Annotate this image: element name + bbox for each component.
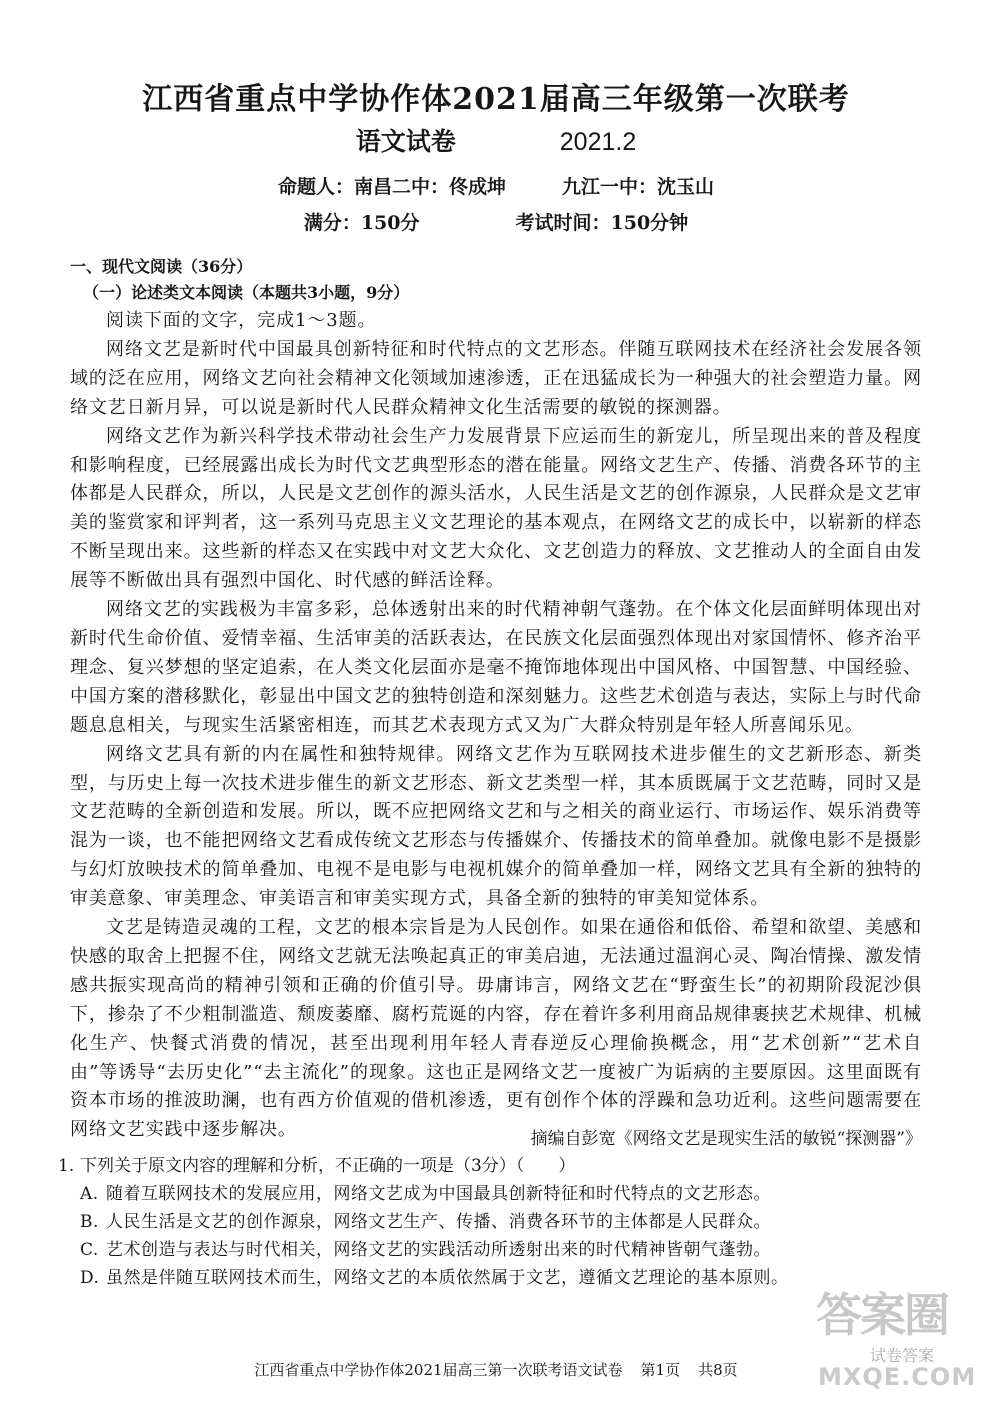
author-2: 九江一中：沈玉山 (562, 176, 715, 198)
watermark-title: 答案圈 (816, 1288, 948, 1342)
authors-line (0, 172, 992, 199)
option-letter: A. (80, 1184, 99, 1204)
reading-passage (70, 307, 922, 1145)
option-letter: D. (80, 1268, 100, 1288)
score-time-line (0, 208, 992, 235)
option-letter: B. (80, 1212, 99, 1232)
exam-time: 考试时间：150分钟 (515, 212, 689, 234)
paragraph-5: 文艺是铸造灵魂的工程，文艺的根本宗旨是为人民创作。如果在通俗和低俗、希望和欲望、美感和快感的取舍上把握不住，网络文艺就无法唤起真正的审美启迪，无法通过温润心灵、陶冶情操、激发情感共振实现高尚的精神引领和正确的价值引导。毋庸讳言，网络文艺在“野蛮生长”的初期阶段泥沙俱下，掺杂了不少粗制滥造、颓废萎靡、腐朽荒诞的内容，存在着许多利用商品规律裹挟艺术规律、机械化生产、快餐式消费的情况，甚至出现利用年轻人青春逆反心理偷换概念，用“艺术创新”“艺术自由”等诱导“去历史化”“去主流化”的现象。这也正是网络文艺一度被广为诟病的主要原因。这里面既有资本市场的推波助澜，也有西方价值观的借机渗透，更有创作个体的浮躁和急功近利。这些问题需要在网络文艺实践中逐步解决。 (70, 917, 922, 1141)
option-text: 艺术创造与表达与时代相关，网络文艺的实践活动所透射出来的时代精神皆朝气蓬勃。 (106, 1240, 771, 1260)
exam-subtitle (0, 122, 992, 158)
option-b (58, 1208, 938, 1236)
option-text: 随着互联网技术的发展应用，网络文艺成为中国最具创新特征和时代特点的文艺形态。 (106, 1184, 771, 1204)
paragraph-3: 网络文艺的实践极为丰富多彩，总体透射出来的时代精神朝气蓬勃。在个体文化层面鲜明体现出对新时代生命价值、爱情幸福、生活审美的活跃表达，在民族文化层面强烈体现出对家国情怀、修齐治平理念、复兴梦想的坚定追索，在人类文化层面亦是毫不掩饰地体现出中国风格、中国智慧、中国经验、中国方案的潜移默化，彰显出中国文艺的独特创造和深刻魅力。这些艺术创造与表达，实际上与时代命题息息相关，与现实生活紧密相连，而其艺术表现方式又为广大群众特别是年轻人所喜闻乐见。 (70, 599, 922, 736)
paragraph-4: 网络文艺具有新的内在属性和独特规律。网络文艺作为互联网技术进步催生的文艺新形态、新类型，与历史上每一次技术进步催生的新文艺形态、新文艺类型一样，其本质既属于文艺范畴，同时又是文艺范畴的全新创造和发展。所以，既不应把网络文艺和与之相关的商业运行、市场运作、娱乐消费等混为一谈，也不能把网络文艺看成传统文艺形态与传播媒介、传播技术的简单叠加。就像电影不是摄影与幻灯放映技术的简单叠加、电视不是电影与电视机媒介的简单叠加一样，网络文艺具有全新的独特的审美意象、审美理念、审美语言和审美实现方式，具备全新的独特的审美知觉体系。 (70, 743, 922, 910)
subject-label: 语文试卷 (355, 127, 456, 156)
exam-title: 江西省重点中学协作体2021届高三年级第一次联考 (142, 82, 850, 117)
passage-source: 摘编自彭宽《网络文艺是现实生活的敏锐“探测器”》 (530, 1129, 922, 1149)
watermark-subtitle: 试卷答案 (870, 1346, 935, 1365)
option-text: 人民生活是文艺的创作源泉，网络文艺生产、传播、消费各环节的主体都是人民群众。 (106, 1212, 771, 1232)
watermark-url: MXQE.COM (818, 1363, 977, 1391)
full-score: 满分：150分 (303, 212, 420, 234)
option-text: 虽然是伴随互联网技术而生，网络文艺的本质依然属于文艺，遵循文艺理论的基本原则。 (106, 1268, 789, 1288)
footer-total-pages: 共8页 (698, 1361, 738, 1379)
section-heading: 一、现代文阅读（36分） (70, 257, 253, 276)
question-1 (58, 1152, 938, 1292)
section-subheading: （一）论述类文本阅读（本题共3小题，9分） (83, 283, 410, 302)
instruction: 阅读下面的文字，完成1～3题。 (106, 310, 377, 331)
option-d (58, 1264, 938, 1292)
question-number: 1. (58, 1156, 75, 1176)
watermark-logo (810, 1279, 978, 1397)
author-1: 命题人：南昌二中：佟成坤 (277, 176, 506, 198)
paragraph-2: 网络文艺作为新兴科学技术带动社会生产力发展背景下应运而生的新宠儿，所呈现出来的普及程度和影响程度，已经展露出成长为时代文艺典型形态的潜在能量。网络文艺生产、传播、消费各环节的主体都是人民群众，所以，人民是文艺创作的源头活水，人民生活是文艺的创作源泉，人民群众是文艺审美的鉴赏家和评判者，这一系列马克思主义文艺理论的基本观点，在网络文艺的成长中，以崭新的样态不断呈现出来。这些新的样态又在实践中对文艺大众化、文艺创造力的释放、文艺推动人的全面自由发展等不断做出具有强烈中国化、时代感的鲜活诠释。 (70, 425, 922, 592)
paragraph-1: 网络文艺是新时代中国最具创新特征和时代特点的文艺形态。伴随互联网技术在经济社会发展各领域的泛在应用，网络文艺向社会精神文化领域加速渗透，正在迅猛成长为一种强大的社会塑造力量。网络文艺日新月异，可以说是新时代人民群众精神文化生活需要的敏锐的探测器。 (70, 338, 922, 418)
question-stem (58, 1152, 938, 1180)
option-c (58, 1236, 938, 1264)
footer-exam-name: 江西省重点中学协作体2021届高三第一次联考语文试卷 (254, 1361, 623, 1379)
option-a (58, 1180, 938, 1208)
option-letter: C. (80, 1240, 99, 1260)
question-text: 下列关于原文内容的理解和分析，不正确的一项是（3分）（ ） (80, 1156, 576, 1176)
exam-date: 2021.2 (559, 128, 637, 156)
footer-page-number: 第1页 (640, 1361, 681, 1379)
